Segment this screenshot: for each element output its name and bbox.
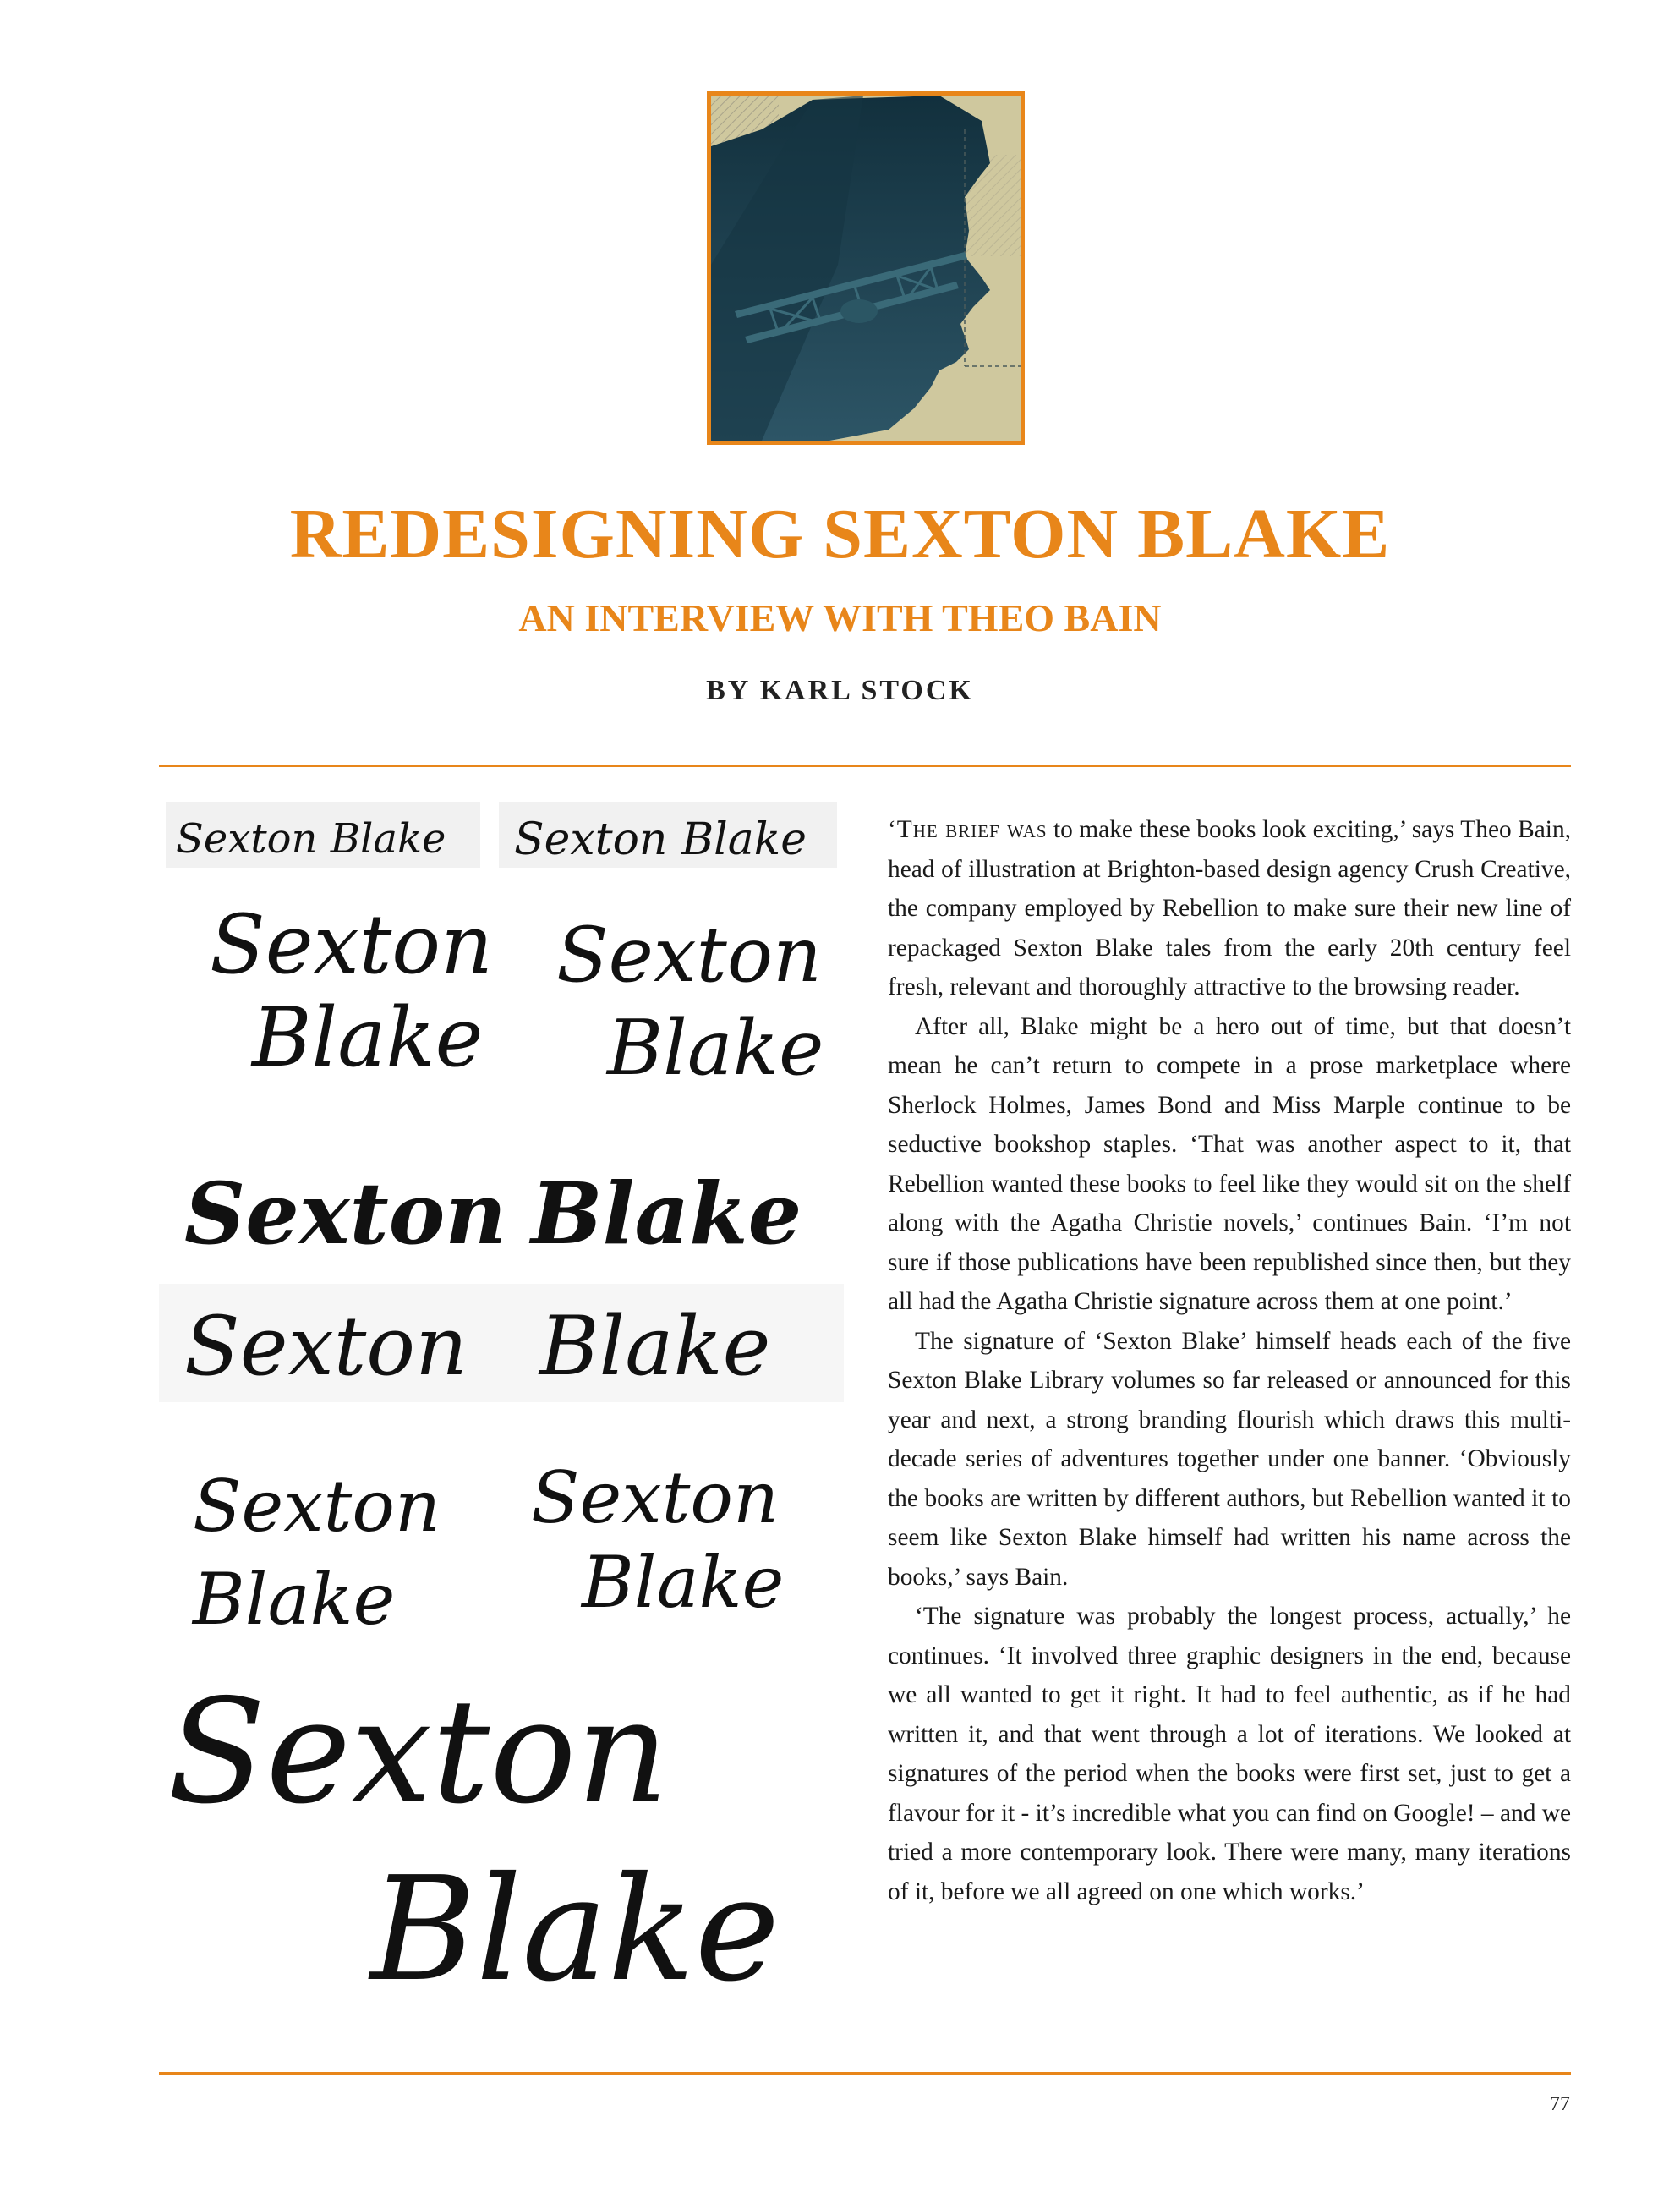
- signature-8-line2: Blake: [582, 1541, 785, 1624]
- paragraph-1: [888, 810, 1571, 1007]
- article-body: [888, 810, 1571, 1911]
- signature-6-left: Sexton: [184, 1299, 468, 1394]
- signature-study-6: [159, 1284, 844, 1402]
- page-number: 77: [1550, 2093, 1570, 2115]
- article-title: REDESIGNING SEXTON BLAKE: [289, 495, 1391, 573]
- paragraph-1-text: to make these books look exciting,’ says Theo Bain, head of illustration at Brighton-based design agency Crush Creative, the company employed by Rebellion to make sure their new line of repackaged Sexton Blake tales from the early 20th century feel fresh, relevant and thoroughly attractive to the browsing reader.: [888, 816, 1572, 1000]
- signature-study-8: [531, 1456, 784, 1624]
- signature-study-5: [184, 1164, 802, 1263]
- signature-4-line1: Sexton: [556, 911, 822, 1000]
- paragraph-3: The signature of ‘Sexton Blake’ himself heads each of the five Sexton Blake Library volumes so far released or announced for this year and next, a strong branding flourish which draws this multi-decade series of adventures together under one banner. ‘Obviously the books are written by different authors, but Rebellion wanted it to seem like Sexton Blake himself had written his name across the books,’ says Bain.: [888, 1327, 1571, 1591]
- top-divider: [159, 765, 1571, 767]
- signature-7-line1: Sexton: [193, 1465, 441, 1548]
- paragraph-2: After all, Blake might be a hero out of time, but that doesn’t mean he can’t return to compete in a prose marketplace where Sherlock Holmes, James Bond and Miss Marple continue to be seductive bookshop staples. ‘That was another aspect to it, that Rebellion wanted these books to feel like they would sit on the shelf along with the Agatha Christie novels,’ continues Bain. ‘I’m not sure if those publications have been republished since then, but they all had the Agatha Christie signature across them at one point.’: [888, 1012, 1571, 1315]
- signature-1-text: Sexton Blake: [176, 815, 446, 863]
- paragraph-4: ‘The signature was probably the longest process, actually,’ he continues. ‘It involved three graphic designers in the end, because we all wanted to get it right. It had to feel authentic, as if he had written it, and that went through a lot of iterations. We looked at signatures of the period when the books were first set, just to get a flavour for it - it’s incredible what you can find on Google! – and we tried a more contemporary look. There were many, many iterations of it, before we all agreed on one which works.’: [888, 1603, 1572, 1905]
- signature-3-line1: Sexton: [210, 897, 493, 992]
- signature-6-right: Blake: [539, 1299, 771, 1394]
- signature-8-line1: Sexton: [531, 1456, 780, 1539]
- signature-3-line2: Blake: [252, 990, 484, 1085]
- signature-studies-panel: [159, 787, 862, 2038]
- signature-study-9-final: [167, 1669, 780, 2014]
- signature-2-text: Sexton Blake: [514, 814, 807, 865]
- hero-illustration: [707, 91, 1025, 445]
- signature-5-left: Sexton: [184, 1164, 507, 1263]
- signature-study-2: [499, 802, 837, 868]
- author-byline: BY KARL STOCK: [706, 675, 974, 706]
- silhouette-biplane-illustration: [711, 96, 1021, 441]
- signature-5-right: Blake: [531, 1164, 802, 1263]
- bottom-divider: [159, 2072, 1571, 2075]
- signature-study-3: [210, 897, 493, 1085]
- signature-7-line2: Blake: [193, 1558, 396, 1641]
- signature-study-4: [556, 911, 824, 1093]
- signature-4-line2: Blake: [607, 1004, 824, 1093]
- signature-9-line2: Blake: [370, 1846, 780, 2014]
- signature-study-7: [191, 1465, 441, 1641]
- article-subtitle: AN INTERVIEW WITH THEO BAIN: [518, 596, 1162, 639]
- signature-9-line1: Sexton: [167, 1669, 670, 1836]
- signature-studies-graphic: [159, 787, 862, 2038]
- lead-in-smallcaps: ‘The brief was: [888, 816, 1048, 843]
- signature-study-1: [166, 802, 480, 868]
